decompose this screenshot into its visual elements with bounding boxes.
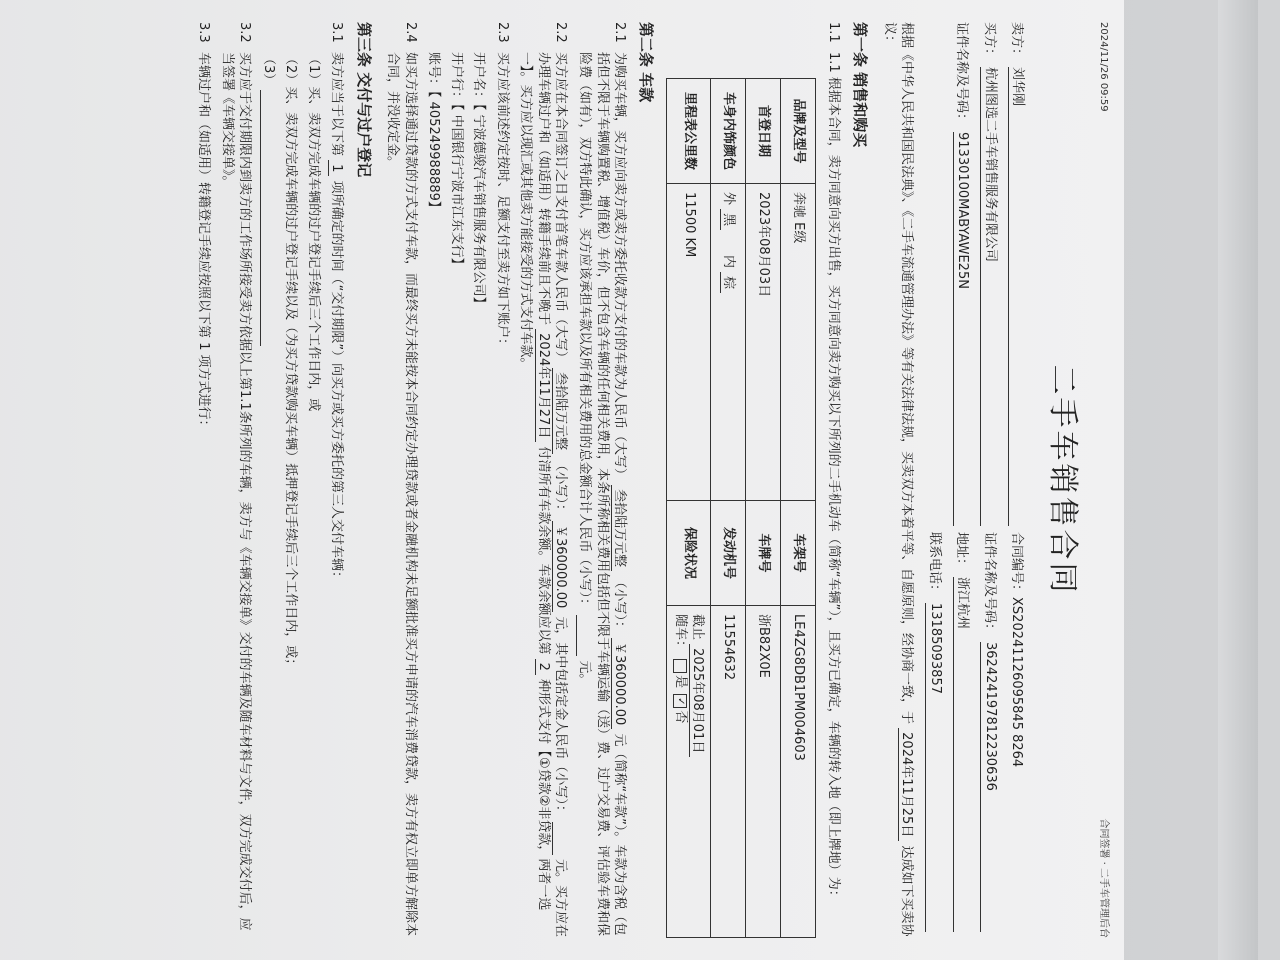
- article-1-title: 第一条 销售和购买: [851, 22, 870, 148]
- text: 元（简称“车款”）。车款为含税（包括但不限于车辆购置税、增值税）车价，但不包含车辆的任何相关费用，本条所称相关费用包括但不限于车辆运输（送）费、过户交易费、评估验车费和保险费（如有），双方特此确认，买方应该承担车款以及所有相关费用的总金额合计人民币（小写）：: [576, 52, 628, 937]
- engine-label: 发动机号: [711, 501, 746, 606]
- print-source: 合同签署 · 二手车管理后台: [1098, 818, 1109, 938]
- clause-text: 如买方选择通过贷款的方式支付车款，而最终买方未能按本合同约定办理贷款或者金融机构未足额批准买方申请的汽车消费贷款，卖方有权立即单方解除本合同，并没收定金。: [385, 52, 418, 937]
- no-label: 否: [672, 710, 688, 724]
- account-label: 账号：: [426, 52, 442, 92]
- mileage-value: 11500 KM: [667, 184, 711, 501]
- payee-row: 开户名：【 宁波德骏汽车销售服务有限公司】: [471, 52, 487, 310]
- payee-label: 开户名：: [471, 52, 487, 105]
- text: 买方应该前述约定按时、足额支付至卖方如下账户：: [494, 52, 510, 352]
- account-value: 405249988889: [426, 101, 442, 201]
- color-value: [711, 184, 746, 501]
- due-date: 2024年11月27日: [535, 329, 551, 442]
- bank-row: 开户行：【 中国银行宁波市江东支行】: [448, 52, 464, 271]
- clause-3-2: [218, 22, 253, 938]
- clause-number: 3.2: [237, 22, 253, 43]
- print-header: [1096, 22, 1110, 938]
- clause-number: 2.3: [494, 22, 510, 43]
- blank: [576, 615, 592, 656]
- clause-text: 车辆过户和（如适用）转籍登记手续应按照以下第 1 项方式进行：: [195, 52, 211, 433]
- insurance-until-label: 截止: [690, 614, 706, 641]
- plate-label: 车牌号: [746, 501, 781, 606]
- phone-value: 13185093857: [927, 603, 943, 694]
- clause-text: [493, 52, 511, 938]
- delivery-option-1: （1）买、卖双方完成车辆的过户登记手续后三个工作日内，或: [305, 52, 321, 412]
- with-car-label: 随车：: [672, 614, 688, 654]
- seller-label: 卖方：: [1009, 22, 1025, 62]
- phone-label: 联系电话：: [926, 532, 942, 598]
- bank-value: 中国银行宁波市江东支行: [448, 114, 464, 258]
- clause-2-1: [575, 22, 628, 938]
- clause-text: [575, 52, 628, 938]
- brand-value: 奔驰 E级: [781, 184, 816, 501]
- amount: ￥360000.00: [611, 638, 627, 729]
- clause-3-3: [194, 22, 212, 938]
- exterior-label: 外: [721, 192, 737, 206]
- article-2-title: 第二条 车款: [637, 22, 656, 103]
- text: 元。买方应在办理车辆过户和（如适用）转籍手续前且不晚于: [535, 52, 569, 938]
- amount-cn: 叁拾陆万元整: [611, 485, 627, 571]
- exterior-color: 黑: [720, 209, 736, 230]
- amount: ￥360000.00: [552, 521, 568, 612]
- address-label: 地址：: [954, 532, 970, 572]
- intro-paragraph: [880, 22, 915, 938]
- engine-value: 11554632: [711, 606, 746, 938]
- clause-text: [328, 52, 346, 938]
- reg-date-label: 首登日期: [746, 79, 781, 184]
- table-row: [667, 79, 711, 938]
- buyer-name: 杭州图选二手车销售服务有限公司: [982, 67, 998, 263]
- plate-value: 浙B82X0E: [746, 606, 781, 938]
- clause-number: 2.1: [612, 22, 628, 43]
- clause-number: 3.1: [329, 22, 345, 43]
- bank-label: 开户行：: [448, 52, 464, 105]
- text: 种形式支付【①贷款②非贷款，两者一选一】。买方应以现汇或其他卖方能接受的方式支付车款。: [518, 52, 551, 911]
- no-checkbox: ✓: [673, 694, 687, 708]
- mileage-label: 里程表公里数: [667, 79, 711, 184]
- yes-checkbox: [673, 659, 687, 673]
- insurance-until: 2025年08月01日: [689, 644, 705, 757]
- signing-date: 2024年11月25日: [898, 728, 914, 841]
- vehicle-info-table: [666, 78, 816, 938]
- table-row: [711, 79, 746, 938]
- delivery-option-3: [259, 52, 277, 938]
- insurance-label: 保险状况: [667, 501, 711, 606]
- seller-id: 362424197812230636: [982, 642, 998, 791]
- payee-value: 宁波德骏汽车销售服务有限公司: [471, 114, 487, 297]
- contract-no: XS20241126095845 8264: [1009, 597, 1025, 768]
- buyer-id: 91330100MABYAWE25N: [955, 132, 971, 289]
- yes-label: 是: [672, 675, 688, 689]
- clause-text: 买方应于交付期限内到卖方的工作场所接受卖方依据以上第1.1条所列的车辆，卖方与《车辆交接单》交付的车辆及随车材料与文件，双方完成交付后，应当签署《车辆交接单》。: [219, 52, 253, 931]
- delivery-option: 1: [328, 160, 344, 176]
- party-row-4: [925, 22, 943, 938]
- vin-label: 车架号: [781, 501, 816, 606]
- text: 付清所有车款余额。车款余额应以第: [535, 446, 551, 655]
- address-value: 浙江杭州: [955, 577, 971, 630]
- blank: [552, 822, 568, 855]
- amount-cn: 叁拾陆万元整: [552, 368, 568, 454]
- seller-id-label: 证件名称及号码：: [981, 532, 997, 637]
- clause-text: [517, 52, 570, 938]
- intro-text-end: 达成如下买卖协议：: [881, 22, 915, 937]
- color-label: 车身内饰颜色: [711, 79, 746, 184]
- text: 卖方应当于以下第: [329, 52, 345, 157]
- text: （3）: [260, 52, 276, 87]
- account-row: 账号：【 405249988889】: [426, 52, 442, 214]
- print-timestamp: 2024/11/26 09:59: [1098, 22, 1109, 112]
- payment-option: 2: [535, 659, 551, 675]
- contract-title: 二手车销售合同: [1045, 364, 1080, 596]
- seller-name: 刘华刚: [1010, 67, 1026, 107]
- clause-2-2: [517, 22, 570, 938]
- text: （小写）：: [612, 575, 628, 634]
- blank: [260, 90, 276, 346]
- clause-number: 1.1: [825, 22, 841, 43]
- contract-no-label: 合同编号：: [1009, 532, 1025, 598]
- clause-number: 2.2: [553, 22, 569, 43]
- interior-color: 棕: [720, 272, 736, 293]
- clause-2-4: [384, 22, 419, 938]
- clause-number: 2.4: [402, 22, 418, 43]
- text: 项所确定的时间（“交付期限”）向买方或买方委托的第三人交付车辆：: [329, 180, 345, 585]
- clause-text: 1.1 根据本合同，卖方同意向买方出售，买方同意向卖方购买以下所列的二手机动车（简称“车辆”），且买方已确定，车辆的转入地（即上牌地）为：: [825, 52, 841, 903]
- party-row-1: [1008, 22, 1026, 938]
- table-row: [746, 79, 781, 938]
- clause-1-1: [824, 22, 842, 938]
- delivery-option-2: （2）买、卖双方完成车辆的过户登记手续以及（为买方贷款购买车辆）抵押登记手续后三个工作日内，或；: [283, 52, 299, 672]
- text: 买方应在本合同签订之日支付首笔车款人民币（大写）: [553, 52, 569, 365]
- party-row-3: [953, 22, 971, 938]
- paper-stack-edge: [1218, 0, 1258, 960]
- vin-value: LE4ZG8DB1PM004603: [781, 606, 816, 938]
- buyer-id-label: 证件名称及号码：: [954, 22, 970, 127]
- clause-3-1: [328, 22, 346, 938]
- text: 元，其中包括定金人民币（小写）：: [553, 616, 569, 818]
- table-row: [781, 79, 816, 938]
- text: （小写）：: [553, 458, 569, 517]
- article-3-title: 第三条 交付与过户登记: [354, 22, 373, 178]
- reg-date-value: 2023年08月03日: [746, 184, 781, 501]
- clause-2-3: [493, 22, 511, 938]
- insurance-value: [667, 606, 711, 938]
- text: 为购买车辆，买方应向卖方或卖方委托收款方支付的车款为人民币（大写）: [612, 52, 628, 482]
- intro-text: 根据《中华人民共和国民法典》、《二手车流通管理办法》等有关法律法规，买卖双方本着平等、自愿原则，经协商一致，于: [899, 22, 915, 725]
- interior-label: 内: [721, 254, 737, 268]
- clause-number: 3.3: [195, 22, 211, 43]
- party-row-2: [980, 22, 998, 938]
- buyer-label: 买方：: [981, 22, 997, 62]
- brand-label: 品牌及型号: [781, 79, 816, 184]
- text: 元。: [576, 660, 592, 687]
